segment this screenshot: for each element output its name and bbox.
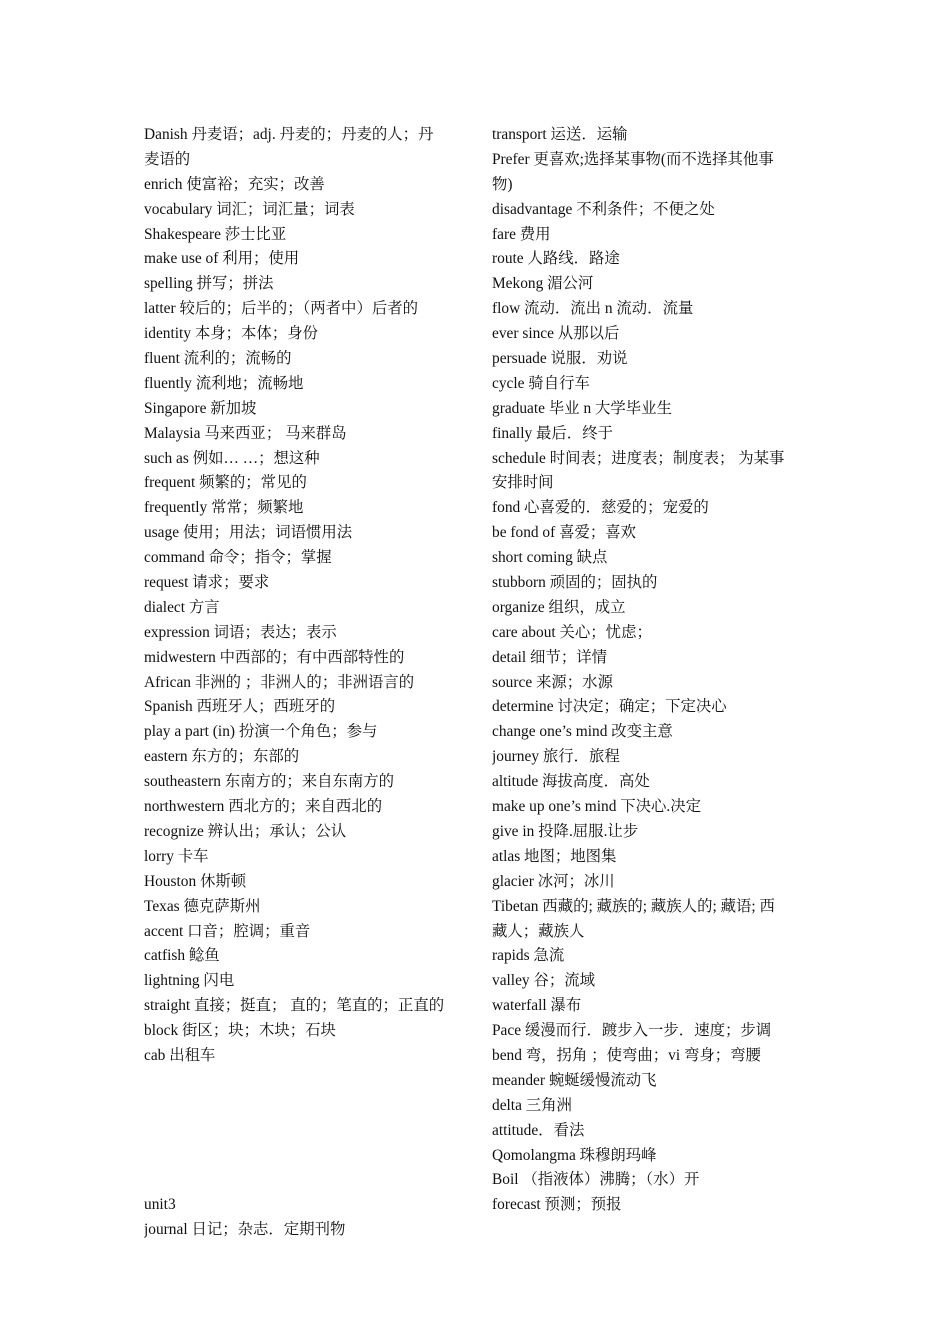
vocab-entry-line: 物) [492,175,513,193]
vocab-entry-line: Shakespeare 莎士比亚 [144,225,287,243]
vocab-entry-line: flow 流动．流出 n 流动．流量 [492,300,694,318]
vocab-entry-line: delta 三角洲 [492,1096,572,1114]
vocab-entry-line: African 非洲的 ；非洲人的；非洲语言的 [144,673,415,691]
vocab-entry-line: short coming 缺点 [492,549,608,567]
vocab-entry-line: straight 直接；挺直； 直的；笔直的；正直的 [144,997,445,1015]
vocab-entry-line: meander 蜿蜒缓慢流动飞 [492,1071,657,1089]
vocab-entry-line: lightning 闪电 [144,972,235,990]
vocab-entry-line: usage 使用；用法；词语惯用法 [144,524,353,542]
vocab-entry-line: Boil （指液体）沸腾；（水）开 [492,1171,700,1189]
vocab-entry-line: Pace 缓漫而行．踱步入一步．速度；步调 [492,1022,772,1040]
vocab-entry-line: schedule 时间表；进度表；制度表； 为某事 [492,449,785,467]
vocab-entry-line: Singapore 新加坡 [144,399,257,417]
vocab-entry-line: northwestern 西北方的；来自西北的 [144,798,383,816]
vocab-entry-line: eastern 东方的；东部的 [144,748,300,766]
vocab-entry-line: transport 运送．运输 [492,126,628,143]
vocab-entry-line: atlas 地图；地图集 [492,847,617,865]
vocab-entry-line: persuade 说服．劝说 [492,350,628,368]
vocab-entry-line: block 街区；块；木块；石块 [144,1022,336,1040]
vocab-entry-line: valley 谷；流域 [492,972,596,990]
vocab-entry-line: care about 关心；忧虑； [492,623,652,641]
vocab-entry-line: fond 心喜爱的．慈爱的；宠爱的 [492,499,709,517]
vocab-entry-line: give in 投降.屈服.让步 [492,822,639,840]
vocab-entry-line: detail 细节；详情 [492,648,607,666]
vocab-entry-line: Tibetan 西藏的; 藏族的; 藏族人的; 藏语; 西 [492,897,775,915]
vocab-entry-line: journal 日记；杂志．定期刊物 [144,1221,346,1239]
vocab-entry-line: finally 最后．终于 [492,424,613,442]
vocab-entry-line: Mekong 湄公河 [492,275,594,293]
vocab-entry-line: request 请求；要求 [144,574,270,592]
vocab-entry-line: disadvantage 不利条件；不便之处 [492,200,715,218]
vocab-entry-line: frequent 频繁的；常见的 [144,474,307,492]
vocab-entry-line: fluently 流利地；流畅地 [144,374,304,392]
vocab-entry-line: fare 费用 [492,225,551,243]
vocab-entry-line: journey 旅行．旅程 [492,748,620,766]
vocab-entry-line: waterfall 瀑布 [492,997,582,1015]
vocab-entry-line: 藏人；藏族人 [492,922,585,940]
vocab-entry-line: source 来源；水源 [492,673,613,691]
vocab-entry-line: change one’s mind 改变主意 [492,723,673,741]
vocab-entry-line: expression 词语；表达；表示 [144,623,337,641]
vocab-entry-line: vocabulary 词汇；词汇量；词表 [144,200,355,218]
vocab-entry-line: bend 弯，拐角 ；使弯曲；vi 弯身；弯腰 [492,1046,761,1064]
vocab-entry-line: organize 组织，成立 [492,598,626,616]
vocab-entry-line: southeastern 东南方的；来自东南方的 [144,773,395,791]
vocab-entry-line: latter 较后的；后半的；（两者中）后者的 [144,300,419,318]
blank-line [144,1144,466,1169]
vocab-entry-line: spelling 拼写；拼法 [144,275,274,293]
vocab-entry-line: Danish 丹麦语；adj. 丹麦的；丹麦的人；丹 [144,126,434,143]
vocab-entry-line: such as 例如… …；想这种 [144,449,320,467]
vocab-entry-line: 麦语的 [144,150,191,168]
vocab-entry-line: command 命令；指令；掌握 [144,549,332,567]
vocab-entry-line: 安排时间 [492,474,554,492]
vocab-entry-line: be fond of 喜爱；喜欢 [492,524,637,542]
blank-line [144,1119,466,1144]
vocab-entry-line: lorry 卡车 [144,847,209,865]
vocab-entry-line: make up one’s mind 下决心.决定 [492,798,702,816]
blank-line [144,1094,466,1119]
vocab-entry-line: glacier 冰河；冰川 [492,872,615,890]
vocab-entry-line: graduate 毕业 n 大学毕业生 [492,399,672,417]
blank-line [144,1069,466,1094]
vocab-entry-line: cycle 骑自行车 [492,374,590,392]
vocab-entry-line: midwestern 中西部的；有中西部特性的 [144,648,405,666]
vocab-entry-line: determine 讨决定；确定；下定决心 [492,698,727,716]
vocab-entry-line: stubborn 顽固的；固执的 [492,574,658,592]
vocab-entry-line: ever since 从那以后 [492,325,620,343]
vocab-entry-line: Houston 休斯顿 [144,872,247,890]
vocab-entry-line: route 人路线．路途 [492,250,620,268]
vocab-entry-line: identity 本身；本体；身份 [144,325,318,343]
vocab-entry-line: play a part (in) 扮演一个角色；参与 [144,723,378,741]
vocab-entry-line: enrich 使富裕；充实；改善 [144,175,325,193]
vocab-entry-line: altitude 海拔高度．高处 [492,773,650,791]
vocab-entry-line: Malaysia 马来西亚； 马来群岛 [144,424,347,442]
vocabulary-list-left [144,123,466,1243]
vocab-entry-line: Qomolangma 珠穆朗玛峰 [492,1146,657,1164]
vocab-entry-line: accent 口音；腔调；重音 [144,922,311,940]
vocab-entry-line: rapids 急流 [492,947,565,965]
vocabulary-list-right [492,123,814,1218]
vocab-entry-line: attitude．看法 [492,1121,585,1139]
blank-line [144,1168,466,1193]
vocab-entry-line: recognize 辨认出；承认；公认 [144,822,347,840]
vocab-entry-line: forecast 预测；预报 [492,1196,622,1214]
vocab-entry-line: catfish 鲶鱼 [144,947,220,965]
vocab-entry-line: cab 出租车 [144,1046,216,1064]
vocab-entry-line: unit3 [144,1196,176,1214]
vocab-entry-line: dialect 方言 [144,598,220,616]
vocab-entry-line: frequently 常常；频繁地 [144,499,304,517]
vocab-entry-line: fluent 流利的；流畅的 [144,350,292,368]
vocab-entry-line: Spanish 西班牙人；西班牙的 [144,698,336,716]
vocab-entry-line: make use of 利用；使用 [144,250,300,268]
vocab-entry-line: Prefer 更喜欢;选择某事物(而不选择其他事 [492,150,774,168]
vocab-entry-line: Texas 德克萨斯州 [144,897,261,915]
